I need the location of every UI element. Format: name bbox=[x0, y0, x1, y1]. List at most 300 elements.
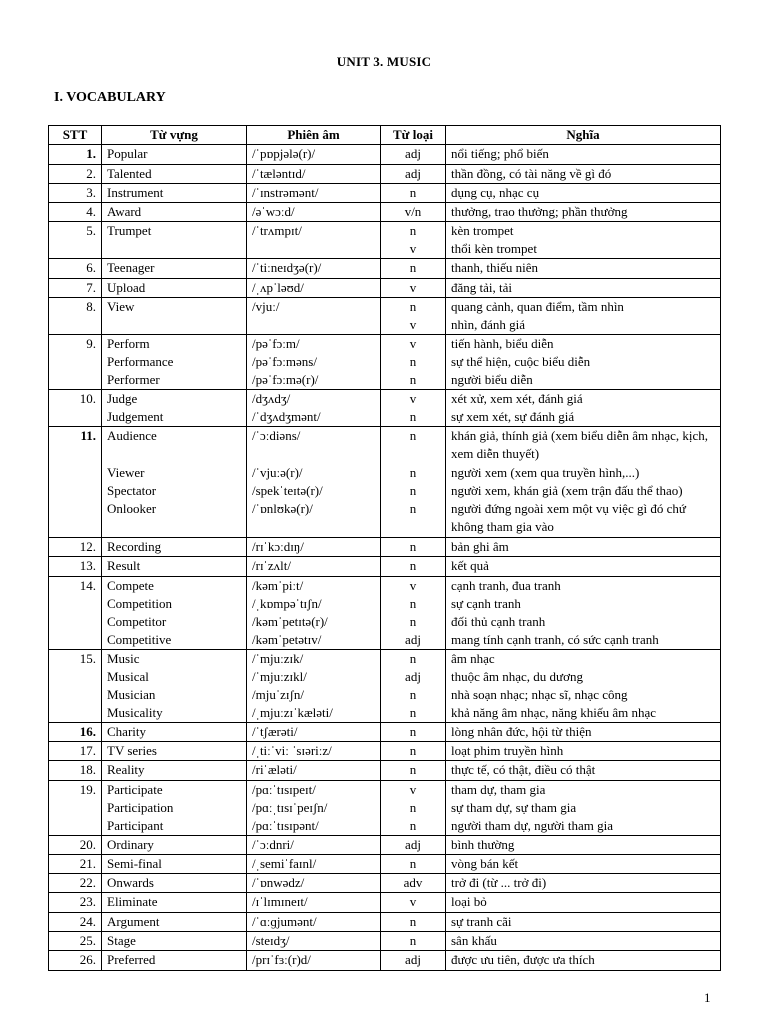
word-text: Stage bbox=[107, 933, 136, 949]
table-row bbox=[49, 780, 721, 835]
row-number: 24. bbox=[49, 912, 102, 931]
word-text: Performance bbox=[107, 354, 174, 370]
word-class-text: adj bbox=[405, 952, 421, 968]
word-class-cell bbox=[381, 722, 446, 741]
header-pronunciation: Phiên âm bbox=[247, 126, 381, 145]
word-cell bbox=[102, 390, 247, 427]
word-text: TV series bbox=[107, 742, 157, 758]
table-row bbox=[49, 874, 721, 893]
table-row bbox=[49, 298, 721, 335]
pronunciation-cell bbox=[247, 538, 381, 557]
pronunciation-cell bbox=[247, 741, 381, 760]
word-class-cell bbox=[381, 298, 446, 335]
word-text: View bbox=[107, 299, 135, 315]
pronunciation-text: /kəmˈpetɪtə(r)/ bbox=[252, 613, 328, 629]
meaning-text: thổi kèn trompet bbox=[451, 241, 537, 257]
word-text: Argument bbox=[107, 913, 160, 929]
word-cell bbox=[102, 298, 247, 335]
word-class-text: n bbox=[409, 539, 417, 555]
table-row bbox=[49, 761, 721, 780]
word-text: Result bbox=[107, 558, 141, 574]
word-class-text: adv bbox=[403, 875, 423, 891]
pronunciation-text bbox=[252, 316, 375, 334]
word-text: Charity bbox=[107, 723, 146, 739]
row-number: 21. bbox=[49, 854, 102, 873]
word-class-text: n bbox=[409, 723, 417, 739]
word-text: Performer bbox=[107, 372, 160, 388]
pronunciation-text: /ˈɒnwədz/ bbox=[252, 875, 305, 891]
word-text: Participate bbox=[107, 781, 163, 797]
word-cell bbox=[102, 278, 247, 297]
pronunciation-cell bbox=[247, 203, 381, 222]
unit-title: UNIT 3. MUSIC bbox=[336, 54, 432, 69]
meaning-cell bbox=[446, 557, 721, 576]
meaning-cell bbox=[446, 278, 721, 297]
word-class-cell bbox=[381, 222, 446, 259]
pronunciation-text: /ˈtiːneɪdʒə(r)/ bbox=[252, 260, 322, 276]
meaning-text: cạnh tranh, đua tranh bbox=[451, 577, 561, 593]
meaning-text: khán giả, thính giả (xem biểu diễn âm nhạc, kịch, xem diễn thuyết) bbox=[451, 428, 709, 462]
word-class-text: n bbox=[409, 817, 417, 833]
vocabulary-table bbox=[48, 125, 721, 971]
meaning-cell bbox=[446, 164, 721, 183]
word-text: Ordinary bbox=[107, 836, 154, 852]
word-class-cell bbox=[381, 912, 446, 931]
row-number: 16. bbox=[49, 722, 102, 741]
meaning-text: sự cạnh tranh bbox=[451, 595, 521, 611]
word-cell bbox=[102, 538, 247, 557]
word-class-cell bbox=[381, 335, 446, 390]
row-number: 9. bbox=[49, 335, 102, 390]
row-number: 19. bbox=[49, 780, 102, 835]
word-text: Competition bbox=[107, 595, 172, 611]
word-text bbox=[107, 240, 241, 258]
meaning-cell bbox=[446, 222, 721, 259]
vocabulary-table-body bbox=[49, 145, 721, 970]
word-cell bbox=[102, 222, 247, 259]
word-cell bbox=[102, 761, 247, 780]
meaning-text: loại bỏ bbox=[451, 894, 487, 910]
pronunciation-cell bbox=[247, 427, 381, 538]
pronunciation-cell bbox=[247, 951, 381, 970]
pronunciation-text: /ˈdʒʌdʒmənt/ bbox=[252, 409, 321, 425]
pronunciation-text: /əˈwɔːd/ bbox=[252, 204, 295, 220]
word-cell bbox=[102, 722, 247, 741]
meaning-text: trở đi (từ ... trở đi) bbox=[451, 875, 547, 891]
meaning-text: bình thường bbox=[451, 836, 515, 852]
meaning-text: kết quả bbox=[451, 558, 489, 574]
word-class-text: adj bbox=[405, 146, 421, 162]
meaning-text: người tham dự, người tham gia bbox=[451, 817, 613, 833]
table-row bbox=[49, 932, 721, 951]
pronunciation-text: /ˈmjuːzɪkl/ bbox=[252, 668, 307, 684]
row-number: 2. bbox=[49, 164, 102, 183]
word-class-cell bbox=[381, 390, 446, 427]
pronunciation-text: /vjuː/ bbox=[252, 299, 280, 315]
meaning-cell bbox=[446, 145, 721, 164]
pronunciation-cell bbox=[247, 912, 381, 931]
word-text: Upload bbox=[107, 279, 146, 295]
word-text: Musician bbox=[107, 686, 156, 702]
table-row bbox=[49, 390, 721, 427]
meaning-text: người xem, khán giả (xem trận đấu thể thao) bbox=[451, 483, 683, 499]
word-text: Participant bbox=[107, 817, 164, 833]
pronunciation-text: /ˈpɒpjələ(r)/ bbox=[252, 146, 316, 162]
pronunciation-cell bbox=[247, 780, 381, 835]
word-cell bbox=[102, 427, 247, 538]
word-class-text: n bbox=[409, 913, 417, 929]
word-text: Recording bbox=[107, 539, 162, 555]
meaning-text: sân khấu bbox=[451, 933, 497, 949]
table-row bbox=[49, 576, 721, 649]
word-class-cell bbox=[381, 278, 446, 297]
table-row bbox=[49, 912, 721, 931]
meaning-text: người xem (xem qua truyền hình,...) bbox=[451, 465, 640, 481]
word-class-cell bbox=[381, 259, 446, 278]
word-cell bbox=[102, 649, 247, 722]
pronunciation-text: /ˈɪnstrəmənt/ bbox=[252, 184, 319, 200]
header-stt: STT bbox=[49, 126, 102, 145]
word-cell bbox=[102, 951, 247, 970]
meaning-cell bbox=[446, 854, 721, 873]
row-number: 18. bbox=[49, 761, 102, 780]
meaning-cell bbox=[446, 893, 721, 912]
meaning-cell bbox=[446, 741, 721, 760]
pronunciation-cell bbox=[247, 298, 381, 335]
word-cell bbox=[102, 203, 247, 222]
row-number: 7. bbox=[49, 278, 102, 297]
word-class-text: adj bbox=[405, 631, 421, 647]
word-text: Award bbox=[107, 204, 142, 220]
pronunciation-cell bbox=[247, 390, 381, 427]
word-class-text: v bbox=[409, 577, 417, 593]
meaning-text: tiến hành, biểu diễn bbox=[451, 336, 554, 352]
word-cell bbox=[102, 183, 247, 202]
meaning-text: vòng bán kết bbox=[451, 855, 519, 871]
table-row bbox=[49, 741, 721, 760]
word-text: Musicality bbox=[107, 704, 163, 720]
meaning-text: thưởng, trao thưởng; phần thưởng bbox=[451, 204, 628, 220]
pronunciation-cell bbox=[247, 259, 381, 278]
word-class-text: n bbox=[409, 558, 417, 574]
meaning-cell bbox=[446, 835, 721, 854]
word-class-cell bbox=[381, 761, 446, 780]
word-text: Musical bbox=[107, 668, 149, 684]
row-number: 12. bbox=[49, 538, 102, 557]
word-class-cell bbox=[381, 932, 446, 951]
header-word-class: Từ loại bbox=[381, 126, 446, 145]
meaning-text: tham dự, tham gia bbox=[451, 781, 546, 797]
word-class-text: n bbox=[409, 465, 417, 481]
meaning-cell bbox=[446, 932, 721, 951]
word-class-cell bbox=[381, 427, 446, 538]
pronunciation-cell bbox=[247, 854, 381, 873]
word-cell bbox=[102, 893, 247, 912]
pronunciation-text: /dʒʌdʒ/ bbox=[252, 391, 291, 407]
meaning-cell bbox=[446, 951, 721, 970]
pronunciation-cell bbox=[247, 164, 381, 183]
word-class-cell bbox=[381, 557, 446, 576]
meaning-text: sự thể hiện, cuộc biểu diễn bbox=[451, 354, 591, 370]
pronunciation-text: /kəmˈpetətɪv/ bbox=[252, 631, 322, 647]
page-number: 1 bbox=[704, 990, 711, 1005]
row-number: 1. bbox=[49, 145, 102, 164]
meaning-cell bbox=[446, 427, 721, 538]
word-text: Semi-final bbox=[107, 855, 162, 871]
word-class-cell bbox=[381, 183, 446, 202]
meaning-text: sự tranh cãi bbox=[451, 913, 512, 929]
word-class-text: n bbox=[409, 409, 417, 425]
meaning-text: kèn trompet bbox=[451, 223, 514, 239]
meaning-text: nổi tiếng; phổ biến bbox=[451, 146, 549, 162]
table-row bbox=[49, 722, 721, 741]
pronunciation-cell bbox=[247, 222, 381, 259]
pronunciation-cell bbox=[247, 835, 381, 854]
meaning-cell bbox=[446, 576, 721, 649]
pronunciation-text: /ˈvjuːə(r)/ bbox=[252, 465, 303, 481]
word-class-text: n bbox=[409, 260, 417, 276]
word-text: Judge bbox=[107, 391, 138, 407]
meaning-text: người biểu diễn bbox=[451, 372, 533, 388]
meaning-text: bản ghi âm bbox=[451, 539, 509, 555]
word-cell bbox=[102, 835, 247, 854]
word-class-text: n bbox=[409, 742, 417, 758]
meaning-cell bbox=[446, 722, 721, 741]
meaning-cell bbox=[446, 649, 721, 722]
pronunciation-text: /ˌtiːˈviː ˈsɪəriːz/ bbox=[252, 742, 332, 758]
word-class-text: n bbox=[409, 933, 417, 949]
word-text: Onlooker bbox=[107, 501, 157, 517]
row-number: 22. bbox=[49, 874, 102, 893]
word-class-text: v bbox=[409, 336, 417, 352]
meaning-text: mang tính cạnh tranh, có sức cạnh tranh bbox=[451, 631, 659, 647]
row-number: 3. bbox=[49, 183, 102, 202]
word-class-text: v bbox=[409, 894, 417, 910]
row-number: 8. bbox=[49, 298, 102, 335]
word-class-cell bbox=[381, 835, 446, 854]
word-class-text: v bbox=[409, 391, 417, 407]
pronunciation-cell bbox=[247, 557, 381, 576]
word-text: Audience bbox=[107, 428, 157, 444]
table-row bbox=[49, 538, 721, 557]
meaning-text: được ưu tiên, được ưa thích bbox=[451, 952, 595, 968]
word-cell bbox=[102, 335, 247, 390]
word-cell bbox=[102, 741, 247, 760]
word-text bbox=[107, 316, 241, 334]
word-class-text: adj bbox=[405, 836, 421, 852]
table-row bbox=[49, 557, 721, 576]
word-class-text: n bbox=[409, 428, 417, 444]
word-text: Participation bbox=[107, 799, 174, 815]
table-row bbox=[49, 164, 721, 183]
row-number: 10. bbox=[49, 390, 102, 427]
pronunciation-text: /ˈtæləntɪd/ bbox=[252, 165, 306, 181]
pronunciation-text: /spekˈteɪtə(r)/ bbox=[252, 483, 323, 499]
pronunciation-text bbox=[252, 240, 375, 258]
table-row bbox=[49, 259, 721, 278]
word-class-text: v bbox=[409, 317, 417, 333]
meaning-text: lòng nhân đức, hội từ thiện bbox=[451, 723, 592, 739]
table-row bbox=[49, 203, 721, 222]
header-word: Từ vựng bbox=[102, 126, 247, 145]
table-row bbox=[49, 222, 721, 259]
pronunciation-cell bbox=[247, 145, 381, 164]
meaning-cell bbox=[446, 390, 721, 427]
pronunciation-text: /pɑːˌtɪsɪˈpeɪʃn/ bbox=[252, 799, 328, 815]
table-row bbox=[49, 278, 721, 297]
word-text: Trumpet bbox=[107, 223, 152, 239]
word-class-text: n bbox=[409, 799, 417, 815]
word-text: Onwards bbox=[107, 875, 154, 891]
row-number: 6. bbox=[49, 259, 102, 278]
table-row bbox=[49, 145, 721, 164]
meaning-cell bbox=[446, 874, 721, 893]
meaning-cell bbox=[446, 203, 721, 222]
word-class-text: n bbox=[409, 223, 417, 239]
word-class-cell bbox=[381, 951, 446, 970]
table-row bbox=[49, 893, 721, 912]
word-text: Compete bbox=[107, 577, 154, 593]
word-class-cell bbox=[381, 164, 446, 183]
word-cell bbox=[102, 912, 247, 931]
word-class-text: n bbox=[409, 704, 417, 720]
row-number: 17. bbox=[49, 741, 102, 760]
pronunciation-text: /pəˈfɔːməns/ bbox=[252, 354, 317, 370]
word-class-text: n bbox=[409, 299, 417, 315]
meaning-text: thực tế, có thật, điều có thật bbox=[451, 762, 596, 778]
word-class-cell bbox=[381, 538, 446, 557]
word-class-text: n bbox=[409, 855, 417, 871]
pronunciation-text: /ˈmjuːzɪk/ bbox=[252, 650, 304, 666]
table-row bbox=[49, 835, 721, 854]
pronunciation-cell bbox=[247, 932, 381, 951]
pronunciation-text: /prɪˈfɜː(r)d/ bbox=[252, 952, 311, 968]
word-class-text: n bbox=[409, 686, 417, 702]
pronunciation-text: /ɪˈlɪmɪneɪt/ bbox=[252, 894, 308, 910]
word-class-cell bbox=[381, 576, 446, 649]
word-class-cell bbox=[381, 780, 446, 835]
section-heading: I. VOCABULARY bbox=[54, 90, 166, 105]
pronunciation-text: /rɪˈkɔːdɪŋ/ bbox=[252, 539, 304, 555]
pronunciation-text: /ˈtʃærəti/ bbox=[252, 723, 298, 739]
word-class-cell bbox=[381, 874, 446, 893]
meaning-text: sự tham dự, sự tham gia bbox=[451, 799, 577, 815]
word-text: Judgement bbox=[107, 409, 164, 425]
pronunciation-text: /ˈɒnlʊkə(r)/ bbox=[252, 501, 313, 517]
word-class-text: v bbox=[409, 279, 417, 295]
meaning-text: xét xử, xem xét, đánh giá bbox=[451, 391, 583, 407]
word-cell bbox=[102, 874, 247, 893]
word-text: Teenager bbox=[107, 260, 155, 276]
word-class-text: n bbox=[409, 650, 417, 666]
pronunciation-text: /ˌmjuːzɪˈkæləti/ bbox=[252, 704, 333, 720]
word-cell bbox=[102, 932, 247, 951]
meaning-cell bbox=[446, 335, 721, 390]
word-cell bbox=[102, 557, 247, 576]
pronunciation-text: /riˈæləti/ bbox=[252, 762, 297, 778]
meaning-cell bbox=[446, 780, 721, 835]
table-row bbox=[49, 183, 721, 202]
pronunciation-text: /steɪdʒ/ bbox=[252, 933, 290, 949]
table-row bbox=[49, 427, 721, 538]
pronunciation-text: /ˌsemiˈfaɪnl/ bbox=[252, 855, 317, 871]
row-number: 13. bbox=[49, 557, 102, 576]
word-class-text: n bbox=[409, 762, 417, 778]
meaning-cell bbox=[446, 761, 721, 780]
word-class-text: n bbox=[409, 483, 417, 499]
meaning-text: âm nhạc bbox=[451, 650, 495, 666]
word-text: Competitor bbox=[107, 613, 167, 629]
meaning-text: khả năng âm nhạc, năng khiếu âm nhạc bbox=[451, 704, 657, 720]
word-class-cell bbox=[381, 145, 446, 164]
table-row bbox=[49, 649, 721, 722]
row-number: 11. bbox=[49, 427, 102, 538]
table-row bbox=[49, 951, 721, 970]
word-class-cell bbox=[381, 649, 446, 722]
pronunciation-cell bbox=[247, 893, 381, 912]
pronunciation-text: /ˌkɒmpəˈtɪʃn/ bbox=[252, 595, 322, 611]
word-class-text: n bbox=[409, 501, 417, 517]
word-text: Popular bbox=[107, 146, 148, 162]
meaning-cell bbox=[446, 538, 721, 557]
meaning-text: quang cảnh, quan điểm, tầm nhìn bbox=[451, 299, 624, 315]
word-class-cell bbox=[381, 854, 446, 873]
row-number: 25. bbox=[49, 932, 102, 951]
word-class-text: v bbox=[409, 781, 417, 797]
pronunciation-text: /rɪˈzʌlt/ bbox=[252, 558, 291, 574]
pronunciation-cell bbox=[247, 278, 381, 297]
word-text: Viewer bbox=[107, 465, 145, 481]
word-class-text: adj bbox=[405, 165, 421, 181]
pronunciation-cell bbox=[247, 335, 381, 390]
meaning-text: thuộc âm nhạc, du dương bbox=[451, 668, 583, 684]
pronunciation-text: /pɑːˈtɪsɪpənt/ bbox=[252, 817, 319, 833]
meaning-text: đăng tải, tải bbox=[451, 279, 513, 295]
row-number: 23. bbox=[49, 893, 102, 912]
pronunciation-text: /pəˈfɔːm/ bbox=[252, 336, 300, 352]
word-text: Instrument bbox=[107, 184, 164, 200]
meaning-cell bbox=[446, 183, 721, 202]
pronunciation-text: /ˈɑːɡjumənt/ bbox=[252, 913, 317, 929]
word-class-text: v/n bbox=[404, 204, 422, 220]
word-text: Spectator bbox=[107, 483, 157, 499]
word-cell bbox=[102, 145, 247, 164]
meaning-text: nhà soạn nhạc; nhạc sĩ, nhạc công bbox=[451, 686, 628, 702]
pronunciation-text: /pɑːˈtɪsɪpeɪt/ bbox=[252, 781, 316, 797]
word-class-text: n bbox=[409, 613, 417, 629]
meaning-cell bbox=[446, 912, 721, 931]
row-number: 15. bbox=[49, 649, 102, 722]
pronunciation-cell bbox=[247, 576, 381, 649]
table-row bbox=[49, 854, 721, 873]
word-cell bbox=[102, 576, 247, 649]
pronunciation-cell bbox=[247, 722, 381, 741]
meaning-text: đối thủ cạnh tranh bbox=[451, 613, 546, 629]
word-cell bbox=[102, 164, 247, 183]
pronunciation-text: /pəˈfɔːmə(r)/ bbox=[252, 372, 319, 388]
row-number: 20. bbox=[49, 835, 102, 854]
word-text: Music bbox=[107, 650, 140, 666]
pronunciation-text: /ˈɔːdnri/ bbox=[252, 836, 294, 852]
table-header-row bbox=[49, 126, 721, 145]
meaning-text: dụng cụ, nhạc cụ bbox=[451, 184, 540, 200]
word-cell bbox=[102, 259, 247, 278]
meaning-text: nhìn, đánh giá bbox=[451, 317, 526, 333]
word-class-text: v bbox=[409, 241, 417, 257]
meaning-cell bbox=[446, 259, 721, 278]
word-text: Eliminate bbox=[107, 894, 158, 910]
meaning-text: người đứng ngoài xem một vụ việc gì đó chứ không tham gia vào bbox=[451, 501, 686, 535]
